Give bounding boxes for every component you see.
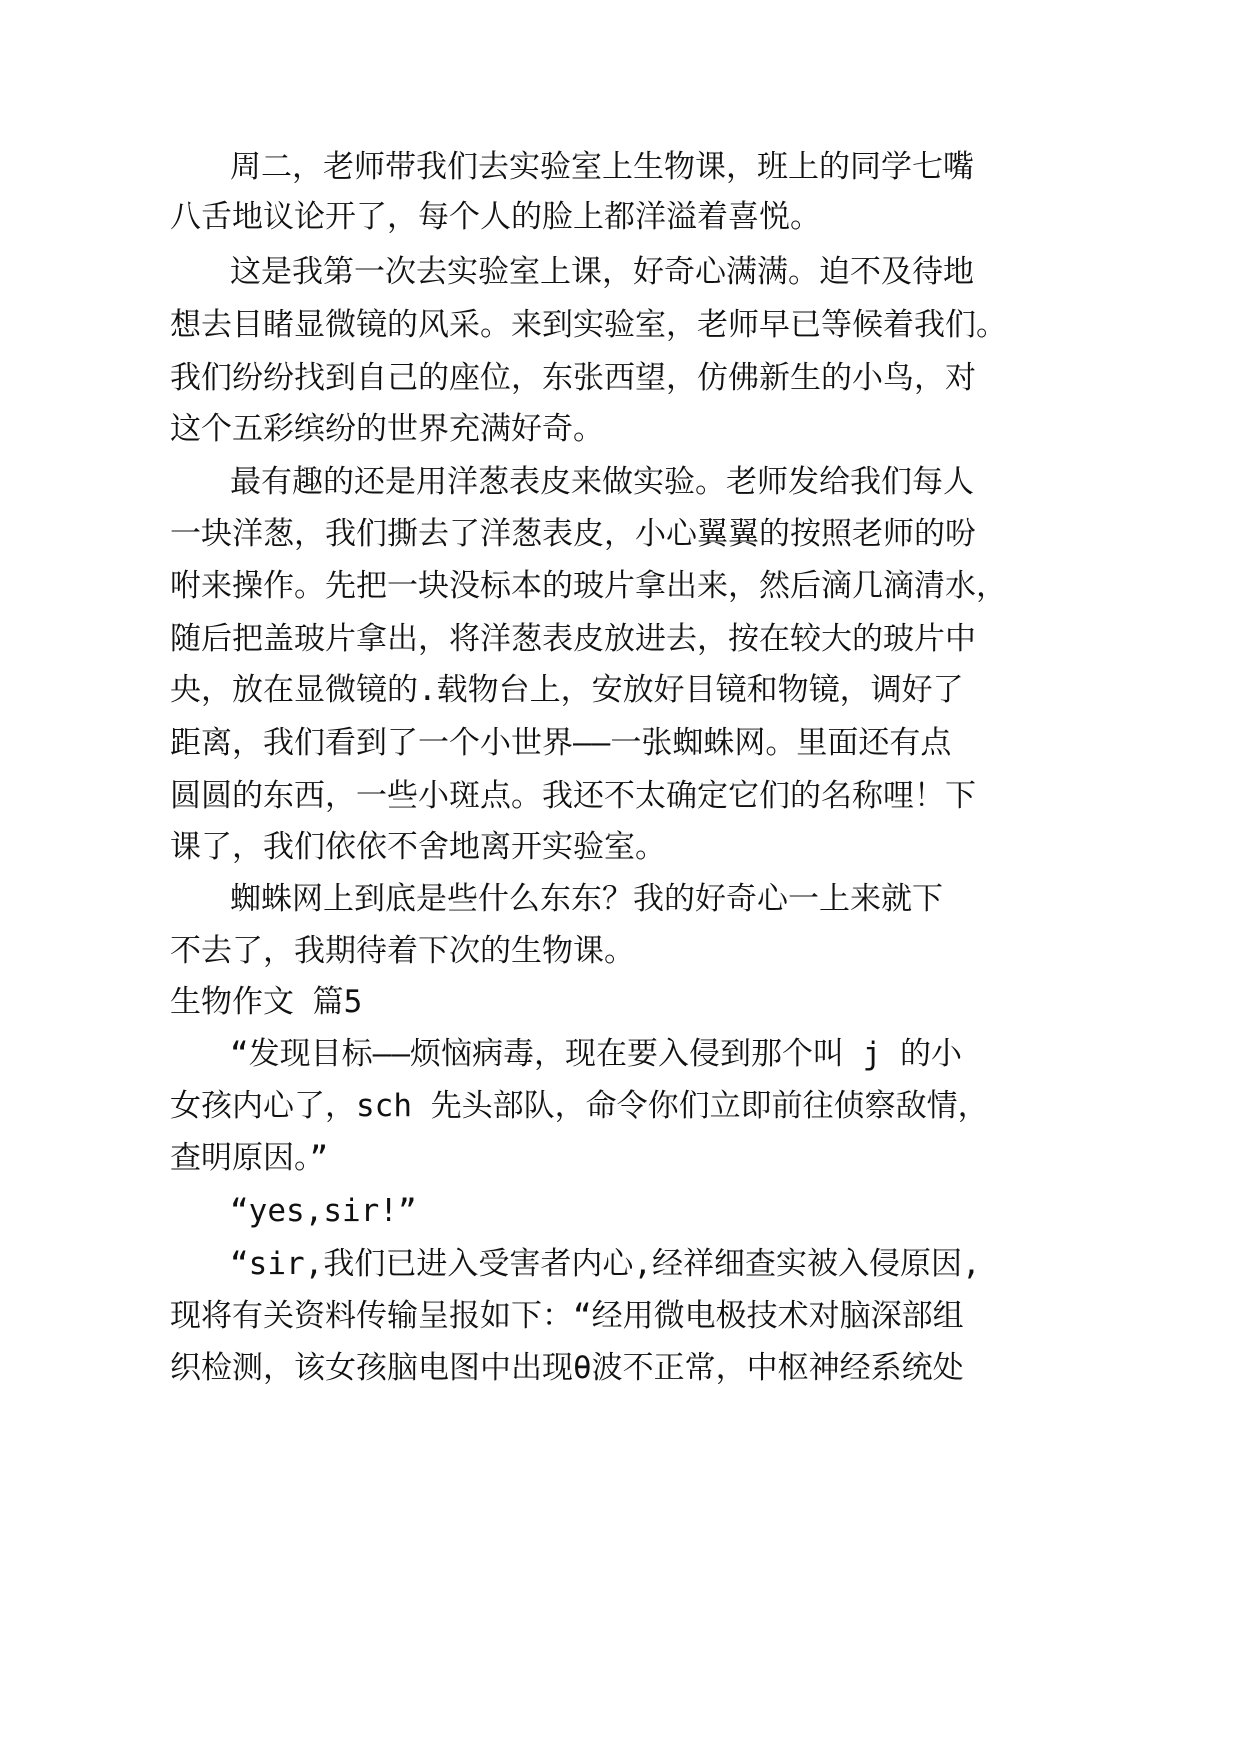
text-line-11: 央，放在显微镜的.载物台上，安放好目镜和物镜，调好了: [170, 672, 964, 708]
text-line-2: 八舌地议论开了，每个人的脸上都洋溢着喜悦。: [170, 199, 821, 235]
text-line-12: 距离，我们看到了一个小世界——一张蜘蛛网。里面还有点: [170, 725, 952, 761]
text-line-18: 女孩内心了，sch 先头部队，命令你们立即前往侦察敌情，: [170, 1088, 989, 1124]
text-line-13: 圆圆的东西，一些小斑点。我还不太确定它们的名称哩！下: [170, 778, 976, 814]
text-line-23: 织检测，该女孩脑电图中出现θ波不正常，中枢神经系统处: [170, 1350, 964, 1386]
section-heading: 生物作文 篇5: [170, 984, 363, 1020]
text-line-19: 查明原因。”: [170, 1140, 329, 1176]
text-line-3: 这是我第一次去实验室上课，好奇心满满。迫不及待地: [230, 254, 974, 290]
text-line-1: 周二，老师带我们去实验室上生物课，班上的同学七嘴: [230, 149, 974, 185]
text-line-20: “yes,sir!”: [230, 1193, 417, 1229]
text-line-21: “sir,我们已进入受害者内心,经祥细查实被入侵原因,: [230, 1246, 981, 1282]
text-line-10: 随后把盖玻片拿出，将洋葱表皮放进去，按在较大的玻片中: [170, 621, 976, 657]
text-line-14: 课了，我们依依不舍地离开实验室。: [170, 829, 666, 865]
text-line-5: 我们纷纷找到自己的座位，东张西望，仿佛新生的小鸟，对: [170, 360, 976, 396]
text-line-16: 不去了，我期待着下次的生物课。: [170, 933, 635, 969]
text-line-9: 咐来操作。先把一块没标本的玻片拿出来，然后滴几滴清水，: [170, 568, 1007, 604]
text-line-22: 现将有关资料传输呈报如下：“经用微电极技术对脑深部组: [170, 1298, 964, 1334]
text-line-15: 蜘蛛网上到底是些什么东东？我的好奇心一上来就下: [230, 881, 943, 917]
text-line-8: 一块洋葱，我们撕去了洋葱表皮，小心翼翼的按照老师的吩: [170, 516, 976, 552]
text-line-17: “发现目标——烦恼病毒，现在要入侵到那个叫 j 的小: [230, 1036, 962, 1072]
text-line-4: 想去目睹显微镜的风采。来到实验室，老师早已等候着我们。: [170, 307, 1007, 343]
text-line-6: 这个五彩缤纷的世界充满好奇。: [170, 411, 604, 447]
text-line-7: 最有趣的还是用洋葱表皮来做实验。老师发给我们每人: [230, 464, 974, 500]
